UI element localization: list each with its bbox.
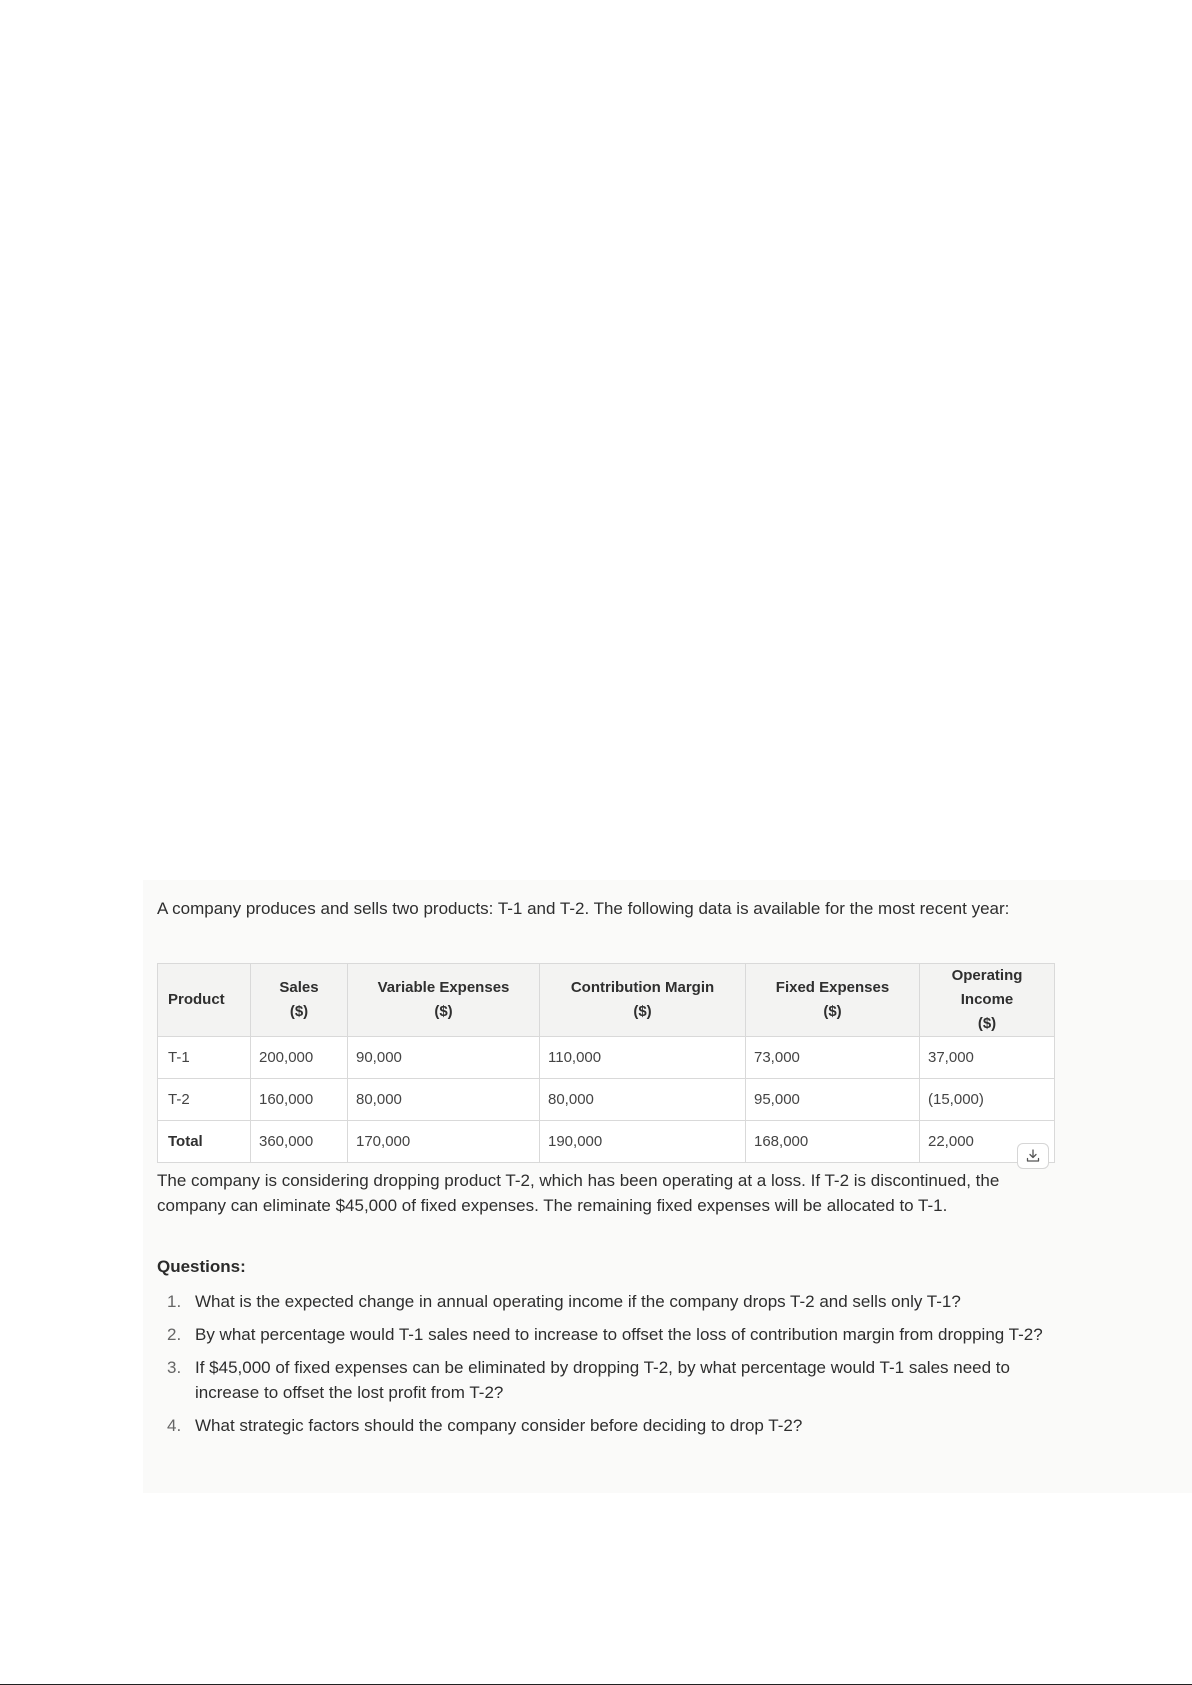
cell-operating-income: (15,000) bbox=[920, 1079, 1055, 1121]
question-number: 4. bbox=[167, 1416, 182, 1435]
question-item bbox=[157, 1355, 1057, 1405]
download-icon bbox=[1025, 1148, 1041, 1164]
question-item bbox=[157, 1413, 1057, 1438]
header-operating-income: Operating Income ($) bbox=[920, 964, 1055, 1037]
cell-sales: 160,000 bbox=[251, 1079, 348, 1121]
question-number: 2. bbox=[167, 1325, 182, 1344]
questions-heading: Questions: bbox=[157, 1257, 246, 1276]
table-row-total bbox=[158, 1121, 1055, 1163]
header-product: Product bbox=[158, 964, 251, 1037]
cell-fixed-expenses: 95,000 bbox=[746, 1079, 920, 1121]
question-item bbox=[157, 1289, 1057, 1314]
cell-contribution-margin: 190,000 bbox=[540, 1121, 746, 1163]
question-number: 1. bbox=[167, 1292, 182, 1311]
question-text: What strategic factors should the company consider before deciding to drop T-2? bbox=[195, 1416, 803, 1435]
cell-product: Total bbox=[158, 1121, 251, 1163]
cell-sales: 200,000 bbox=[251, 1037, 348, 1079]
cell-variable-expenses: 90,000 bbox=[348, 1037, 540, 1079]
question-item bbox=[157, 1322, 1057, 1347]
cell-variable-expenses: 170,000 bbox=[348, 1121, 540, 1163]
cell-product: T-1 bbox=[158, 1037, 251, 1079]
cell-contribution-margin: 110,000 bbox=[540, 1037, 746, 1079]
questions-list bbox=[157, 1289, 1057, 1446]
question-text: If $45,000 of fixed expenses can be eliminated by dropping T-2, by what percentage would T-1 sales need to increase to offset the lost profit from T-2? bbox=[195, 1358, 1010, 1402]
header-sales: Sales ($) bbox=[251, 964, 348, 1037]
header-contribution-margin: Contribution Margin ($) bbox=[540, 964, 746, 1037]
cell-operating-income: 22,000 bbox=[920, 1121, 1055, 1163]
header-fixed-expenses: Fixed Expenses ($) bbox=[746, 964, 920, 1037]
question-text: What is the expected change in annual operating income if the company drops T-2 and sells only T-1? bbox=[195, 1292, 961, 1311]
cell-operating-income: 37,000 bbox=[920, 1037, 1055, 1079]
cell-product: T-2 bbox=[158, 1079, 251, 1121]
table-header-row bbox=[158, 964, 1055, 1037]
download-table-button[interactable] bbox=[1017, 1143, 1049, 1169]
table-row bbox=[158, 1037, 1055, 1079]
intro-paragraph: A company produces and sells two products: T-1 and T-2. The following data is available for the most recent year: bbox=[157, 899, 1010, 918]
question-text: By what percentage would T-1 sales need to increase to offset the loss of contribution margin from dropping T-2? bbox=[195, 1325, 1043, 1344]
question-number: 3. bbox=[167, 1358, 182, 1377]
cell-sales: 360,000 bbox=[251, 1121, 348, 1163]
data-table bbox=[157, 963, 1055, 1163]
cell-variable-expenses: 80,000 bbox=[348, 1079, 540, 1121]
cell-fixed-expenses: 73,000 bbox=[746, 1037, 920, 1079]
header-variable-expenses: Variable Expenses ($) bbox=[348, 964, 540, 1037]
context-paragraph: The company is considering dropping product T-2, which has been operating at a loss. If T-2 is discontinued, the company can eliminate $45,000 of fixed expenses. The remaining fixed expenses will be allocated to T-1. bbox=[157, 1171, 1000, 1215]
cell-fixed-expenses: 168,000 bbox=[746, 1121, 920, 1163]
table-row bbox=[158, 1079, 1055, 1121]
cell-contribution-margin: 80,000 bbox=[540, 1079, 746, 1121]
